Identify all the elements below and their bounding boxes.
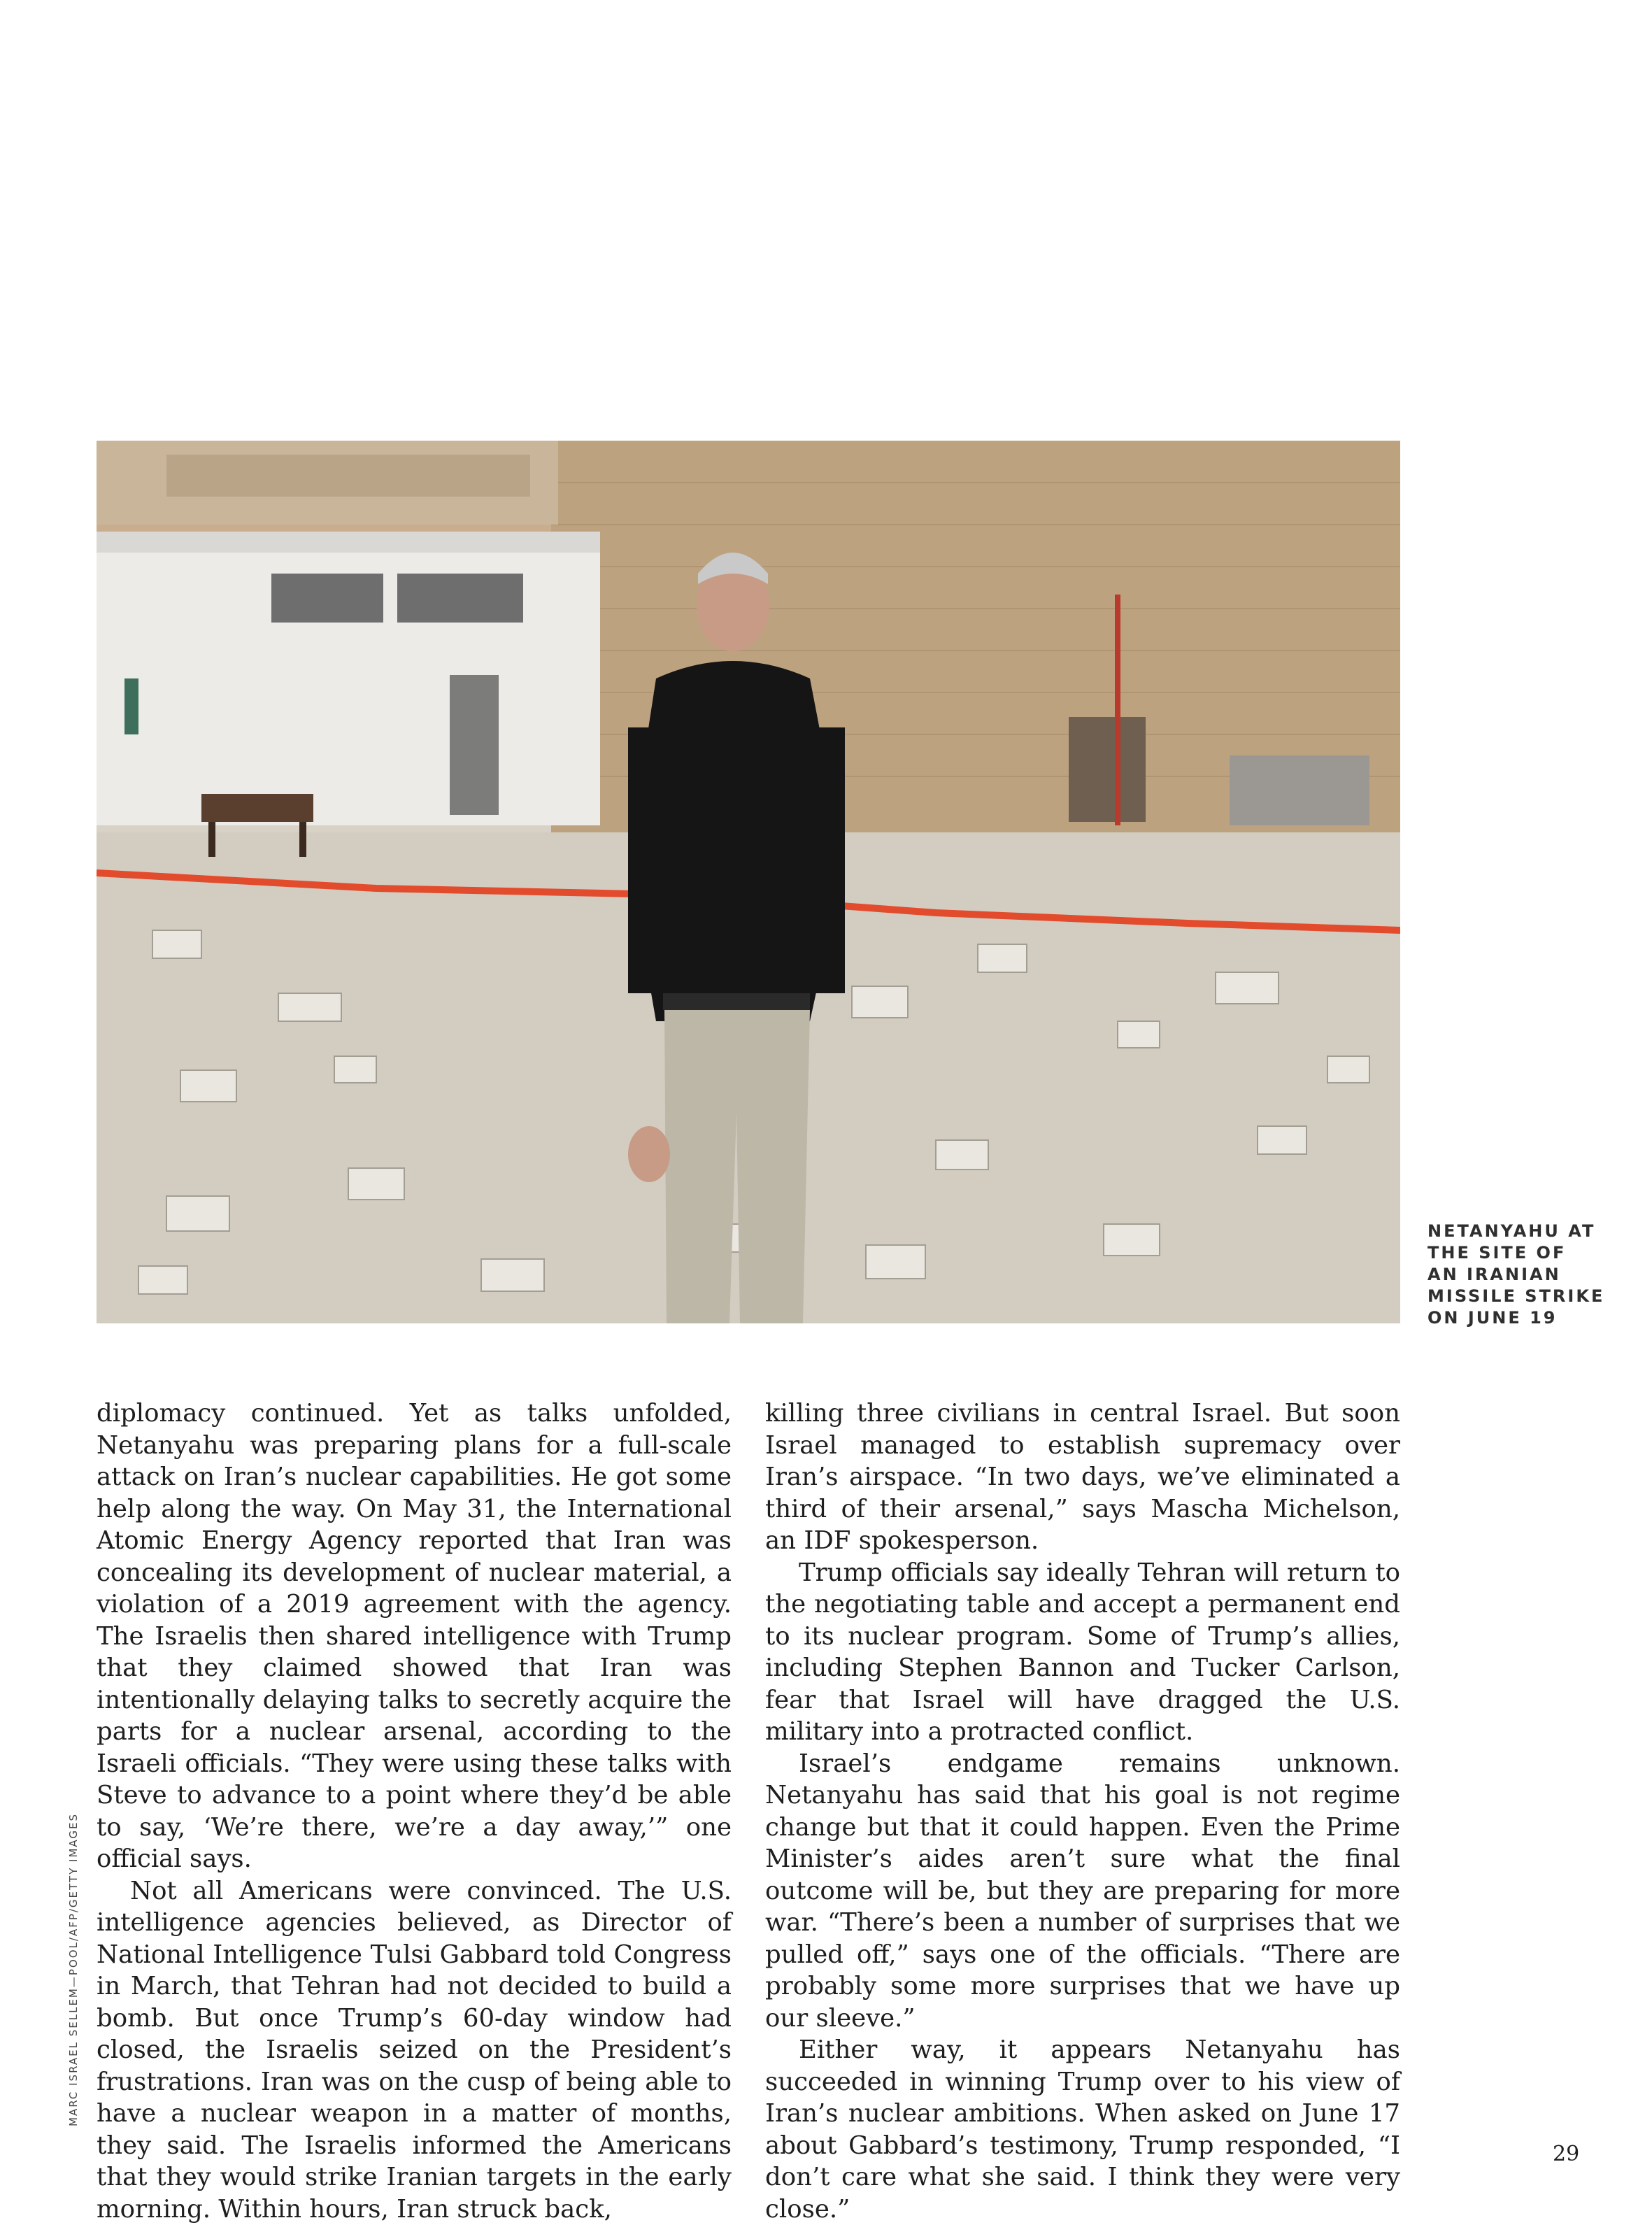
article-column-right	[765, 1398, 1400, 2225]
paragraph: Either way, it appears Netanyahu has succeeded in winning Trump over to his view of Iran’s nuclear ambitions. When asked on June 17 about Gabbard’s testimony, Trump responded, “I don’t care what she said. I think they were very close.”	[765, 2034, 1400, 2225]
paragraph: Not all Americans were convinced. The U.S. intelligence agencies believed, as Director of National Intelligence Tulsi Gabbard told Congress in March, that Tehran had not decided to build a bomb. But once Trump’s 60-day window had closed, the Israelis seized on the President’s frustrations. Iran was on the cusp of being able to have a nuclear weapon in a matter of months, they said. The Israelis informed the Americans that they would strike Iranian targets in the early morning. Within hours, Iran struck back,	[97, 1875, 732, 2225]
paragraph: killing three civilians in central Israel. But soon Israel managed to establish supremacy over Iran’s airspace. “In two days, we’ve eliminated a third of their arsenal,” says Mascha Michelson, an IDF spokesperson.	[765, 1398, 1400, 1557]
photo-credit: MARC ISRAEL SELLEM—POOL/AFP/GETTY IMAGES	[67, 1791, 80, 2126]
page-number: 29	[1553, 2142, 1579, 2166]
paragraph: diplomacy continued. Yet as talks unfolded, Netanyahu was preparing plans for a full-scale attack on Iran’s nuclear capabilities. He got some help along the way. On May 31, the International Atomic Energy Agency reported that Iran was concealing its development of nuclear material, a violation of a 2019 agreement with the agency. The Israelis then shared intelligence with Trump that they claimed showed that Iran was intentionally delaying talks to secretly acquire the parts for a nuclear arsenal, according to the Israeli officials. “They were using these talks with Steve to advance to a point where they’d be able to say, ‘We’re there, we’re a day away,’” one official says.	[97, 1398, 732, 1875]
news-photo	[97, 441, 1400, 1323]
photo-caption: NETANYAHU AT THE SITE OF AN IRANIAN MISSILE STRIKE ON JUNE 19	[1427, 1221, 1623, 1329]
paragraph: Israel’s endgame remains unknown. Netanyahu has said that his goal is not regime change but that it could happen. Even the Prime Minister’s aides aren’t sure what the final outcome will be, but they are preparing for more war. “There’s been a number of surprises that we pulled off,” says one of the officials. “There are probably some more surprises that we have up our sleeve.”	[765, 1748, 1400, 2035]
photo-illustration	[97, 441, 1400, 1323]
article-column-left	[97, 1398, 732, 2225]
paragraph: Trump officials say ideally Tehran will return to the negotiating table and accept a permanent end to its nuclear program. Some of Trump’s allies, including Stephen Bannon and Tucker Carlson, fear that Israel will have dragged the U.S. military into a protracted conflict.	[765, 1557, 1400, 1748]
